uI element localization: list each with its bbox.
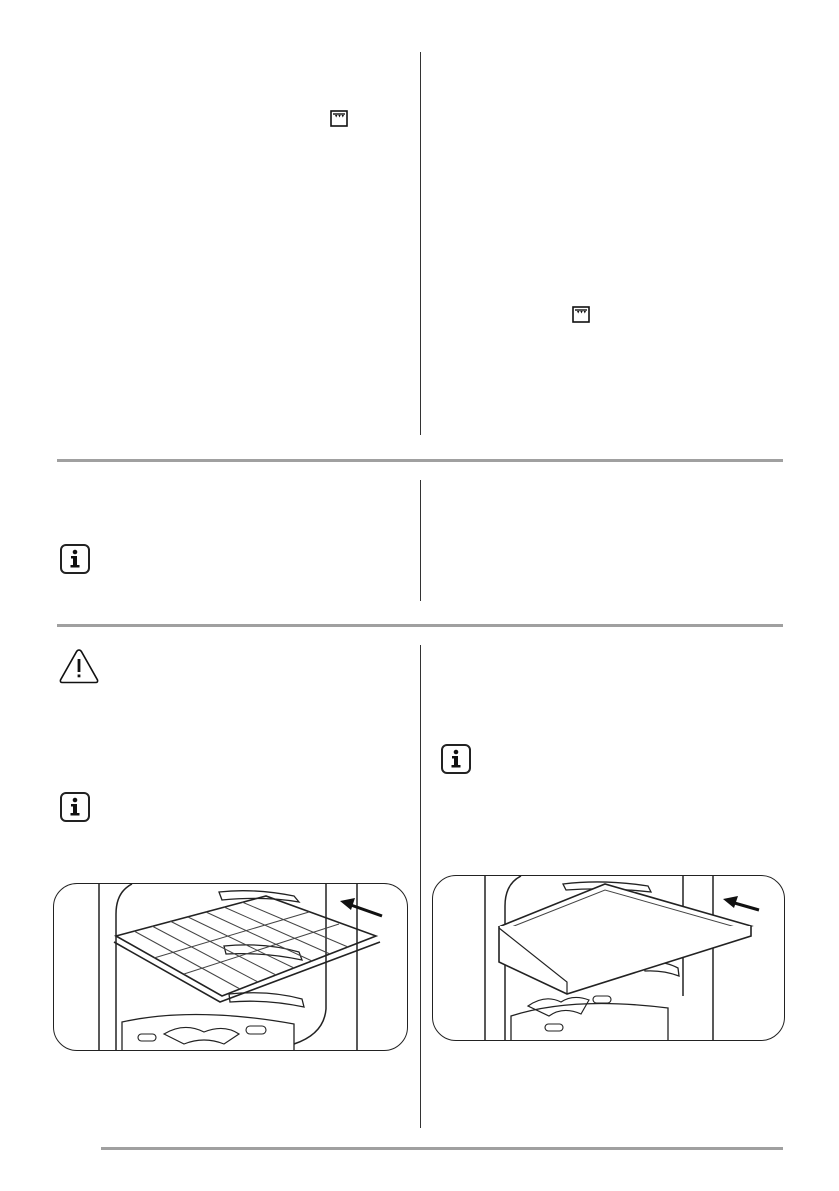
oven-light-icon (572, 306, 590, 323)
column-divider-middle (420, 480, 421, 601)
column-divider-top (420, 52, 421, 435)
insert-arrow-icon (723, 896, 759, 910)
insert-arrow-icon (340, 898, 382, 916)
section-rule-3 (101, 1147, 783, 1150)
section-rule-1 (57, 459, 783, 462)
baking-tray-illustration (432, 875, 785, 1041)
column-divider-bottom (420, 645, 421, 1128)
warning-triangle-icon (58, 647, 100, 685)
oven-light-icon (330, 110, 348, 127)
info-icon (60, 792, 90, 822)
section-rule-2 (57, 624, 783, 627)
wire-shelf-illustration (53, 883, 408, 1051)
info-icon (60, 544, 90, 574)
info-icon (441, 744, 471, 774)
